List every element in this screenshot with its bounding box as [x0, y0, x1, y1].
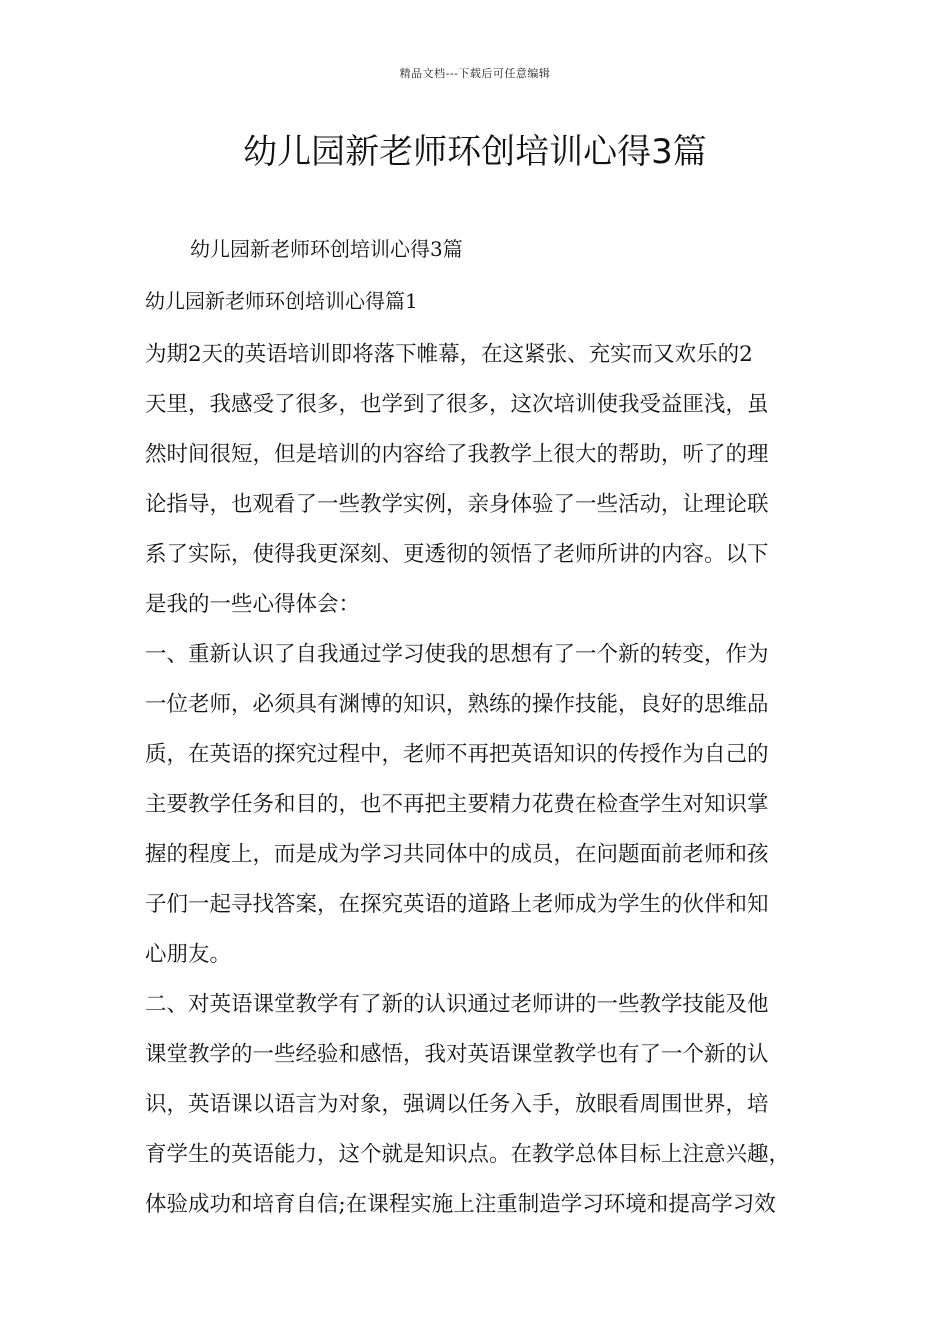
body-line: 论指导，也观看了一些教学实例，亲身体验了一些活动，让理论联: [145, 492, 769, 517]
body-line: 体验成功和培育自信;在课程实施上注重制造学习环境和提高学习效: [145, 1192, 776, 1217]
body-line: 课堂教学的一些经验和感悟，我对英语课堂教学也有了一个新的认: [145, 1042, 769, 1067]
body-line: 主要教学任务和目的，也不再把主要精力花费在检查学生对知识掌: [145, 792, 769, 817]
body-line: 一、重新认识了自我通过学习使我的思想有了一个新的转变，作为: [145, 642, 769, 667]
body-line: 一位老师，必须具有渊博的知识，熟练的操作技能，良好的思维品: [145, 692, 769, 717]
body-line: 心朋友。: [145, 942, 232, 967]
body-line: 二、对英语课堂教学有了新的认识通过老师讲的一些教学技能及他: [145, 992, 769, 1017]
header-note: 精品文档---下载后可任意编辑: [399, 67, 551, 80]
body-line: 育学生的英语能力，这个就是知识点。在教学总体目标上注意兴趣，: [145, 1142, 791, 1167]
body-line: 系了实际，使得我更深刻、更透彻的领悟了老师所讲的内容。以下: [145, 542, 769, 567]
document-title: 幼儿园新老师环创培训心得3篇: [243, 132, 707, 172]
body-line: 然时间很短，但是培训的内容给了我教学上很大的帮助，听了的理: [145, 442, 769, 467]
body-line: 天里，我感受了很多，也学到了很多，这次培训使我受益匪浅，虽: [145, 392, 769, 417]
body-line: 是我的一些心得体会：: [145, 592, 361, 617]
section-heading: 幼儿园新老师环创培训心得篇1: [145, 289, 418, 313]
document-subtitle: 幼儿园新老师环创培训心得3篇: [190, 237, 463, 261]
body-line: 为期2天的英语培训即将落下帷幕，在这紧张、充实而又欢乐的2: [145, 342, 753, 367]
body-line: 握的程度上，而是成为学习共同体中的成员，在问题面前老师和孩: [145, 842, 769, 867]
body-text: [145, 330, 825, 1230]
body-line: 质，在英语的探究过程中，老师不再把英语知识的传授作为自己的: [145, 742, 769, 767]
body-line: 子们一起寻找答案，在探究英语的道路上老师成为学生的伙伴和知: [145, 892, 769, 917]
body-line: 识，英语课以语言为对象，强调以任务入手，放眼看周围世界，培: [145, 1092, 769, 1117]
